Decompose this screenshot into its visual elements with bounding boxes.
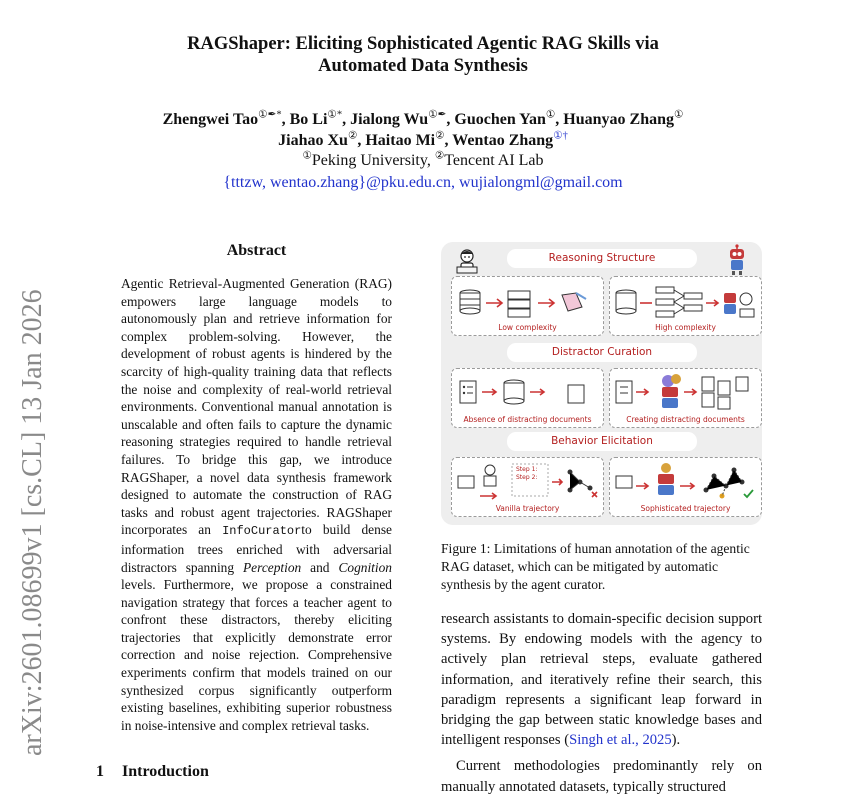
title-line-1: RAGShaper: Eliciting Sophisticated Agentic RAG Skills via — [187, 34, 659, 54]
affiliations — [0, 150, 846, 171]
author-name: Huanyao Zhang — [563, 111, 674, 128]
author-emails[interactable]: {tttzw, wentao.zhang}@pku.edu.cn, wujialongml@gmail.com — [223, 174, 623, 191]
author-list — [0, 109, 846, 151]
panel-low-complexity — [451, 276, 604, 336]
section-number: 1 — [96, 763, 104, 780]
creating-diagram — [614, 373, 758, 411]
sophisticated-diagram — [614, 462, 758, 502]
author-name: Guochen Yan — [454, 111, 546, 128]
figure-1 — [441, 242, 762, 525]
author-name: Jialong Wu — [350, 111, 429, 128]
label-absence: Absence of distracting documents — [463, 415, 592, 424]
author-name: Jiahao Xu — [278, 132, 348, 149]
label-low-complexity: Low complexity — [498, 323, 557, 332]
abstract-emphasis: Cognition — [338, 559, 393, 575]
abstract-part: levels. Furthermore, we propose a constrained navigation strategy that forces a teacher agent to confront these distractors, thereby eliciting trajectories that explicitly demonstrate error correction and noise rejection. Comprehensive experiments confirm that models trained on our synthesized corpus significantly outperform existing baselines, exhibiting superior robustness in noise-intensive and complex retrieval tasks. — [121, 577, 392, 733]
label-creating: Creating distracting documents — [626, 415, 745, 424]
panel-creating-distractors — [609, 368, 762, 428]
section-title: Introduction — [122, 763, 209, 780]
annotator-icon — [455, 248, 479, 274]
author-mark: ② — [347, 130, 358, 142]
high-complexity-diagram — [614, 283, 758, 321]
abstract-heading: Abstract — [226, 242, 287, 259]
step-notes — [516, 466, 537, 482]
author-mark: ①† — [553, 130, 568, 142]
author-mark: ①✒ — [428, 109, 447, 121]
paper-title — [0, 33, 846, 77]
author-mark: ② — [435, 130, 445, 142]
header-distractor-curation: Distractor Curation — [507, 343, 697, 362]
author-mark: ①* — [327, 109, 343, 121]
author-mark: ①✒* — [258, 109, 282, 121]
abstract-code: InfoCurator — [222, 524, 302, 539]
author-mark: ① — [674, 109, 684, 121]
abstract-emphasis: Perception — [242, 559, 302, 575]
abstract-part: to build dense information trees enriched with adversarial distractors spanning — [121, 522, 392, 575]
panel-vanilla-trajectory — [451, 457, 604, 517]
title-line-2: Automated Data Synthesis — [318, 56, 528, 76]
database-icon — [460, 290, 480, 314]
step-1-label: Step 1: — [516, 466, 538, 473]
database-icon — [616, 290, 636, 314]
label-high-complexity: High complexity — [655, 323, 716, 332]
author-name: Bo Li — [289, 111, 328, 128]
robot-icon — [725, 244, 749, 276]
paragraph: Current methodologies predominantly rely on manually annotated datasets, typically structured — [441, 758, 762, 795]
document-stack-icon — [508, 291, 530, 317]
paragraph — [441, 609, 762, 750]
header-behavior-elicitation: Behavior Elicitation — [507, 432, 697, 451]
affil-mark: ① — [302, 150, 312, 162]
paragraph-text: ). — [671, 732, 681, 749]
step-2-label: Step 2: — [516, 474, 538, 481]
figure-caption: Figure 1: Limitations of human annotation of the agentic RAG dataset, which can be mitigated by automatic synthesis by the agent curator. — [441, 541, 750, 592]
arxiv-identifier: arXiv:2601.08699v1 [cs.CL] 13 Jan 2026 — [17, 289, 48, 756]
abstract-text — [121, 275, 392, 734]
abstract-part: Agentic Retrieval-Augmented Generation (RAG) empowers large language models to autonomously plan and retrieve information for complex problem-solving. However, the development of robust agents is hindered by the scarcity of high-quality training data that reflects the noise and complexity of real-world retrieval environments. Conventional manual annotation is unscalable and often fails to capture the dynamic reasoning strategies required to handle retrieval failures. To bridge this gap, we introduce RAGShaper, a novel data synthesis framework designed to automate the construction of RAG tasks and robust agent trajectories. RAGShaper incorporates an — [121, 276, 392, 538]
label-vanilla: Vanilla trajectory — [495, 504, 560, 513]
absence-diagram — [458, 375, 598, 409]
author-line-1: Zhengwei Tao①✒*, Bo Li①*, Jialong Wu①✒, Guochen Yan①, Huanyao Zhang① — [162, 109, 684, 128]
author-mark: ① — [545, 109, 556, 121]
intro-body — [441, 609, 762, 797]
author-name: Zhengwei Tao — [162, 111, 259, 128]
panel-high-complexity — [609, 276, 762, 336]
affil-org: Peking University, — [311, 152, 435, 169]
label-sophisticated: Sophisticated trajectory — [640, 504, 731, 513]
header-reasoning-structure: Reasoning Structure — [507, 249, 697, 268]
paragraph-text: research assistants to domain-specific decision support systems. By endowing models with the agency to actively plan retrieval steps, evaluate gathered information, and iteratively refine their search, this paradigm represents a significant leap forward in bridging the gap between static knowledge bases and intelligent responses ( — [441, 611, 762, 749]
author-name: Haitao Mi — [365, 132, 436, 149]
panel-absence-of-distractors — [451, 368, 604, 428]
affil-org: Tencent AI Lab — [444, 152, 544, 169]
panel-sophisticated-trajectory — [609, 457, 762, 517]
abstract-part: and — [301, 559, 339, 575]
low-complexity-diagram — [458, 289, 598, 319]
author-name: Wentao Zhang — [452, 132, 554, 149]
affil-mark: ② — [434, 150, 445, 162]
author-line-2: Jiahao Xu②, Haitao Mi②, Wentao Zhang①† — [278, 130, 568, 149]
citation-link[interactable]: Singh et al., 2025 — [569, 732, 672, 749]
section-heading — [96, 763, 209, 781]
